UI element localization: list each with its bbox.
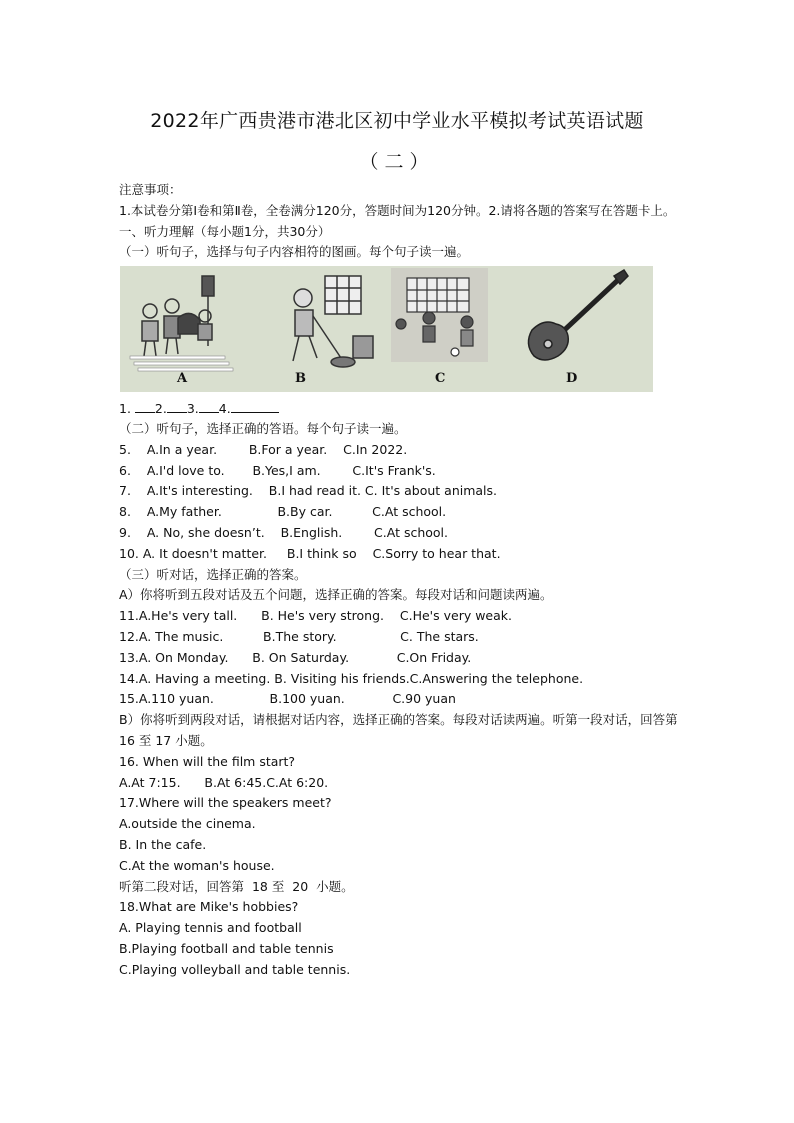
question-18-option-c: C.Playing volleyball and table tennis. xyxy=(119,961,351,977)
page-subtitle: （二） xyxy=(359,151,435,173)
answer-num-1: 1. xyxy=(119,401,131,417)
answer-blank-1[interactable] xyxy=(135,398,155,413)
picture-c xyxy=(389,266,490,392)
question-16: 16. When will the film start? xyxy=(119,753,296,769)
answer-num-4: 4. xyxy=(218,401,231,417)
answer-blanks xyxy=(119,398,679,419)
part3a-instruction: A）你将听到五段对话及五个问题，选择正确的答案。每段对话和问题读两遍。 xyxy=(119,587,553,603)
question-15: 15.A.110 yuan. B.100 yuan. C.90 yuan xyxy=(119,691,456,707)
picture-label-a: A xyxy=(177,371,188,387)
question-16-options: A.At 7:15. B.At 6:45.C.At 6:20. xyxy=(119,774,329,790)
page-title: 2022年广西贵港市港北区初中学业水平模拟考试英语试题 xyxy=(150,110,644,132)
picture-label-b: B xyxy=(295,371,306,387)
question-13: 13.A. On Monday. B. On Saturday. C.On Friday. xyxy=(119,649,472,665)
part1-instruction: （一）听句子，选择与句子内容相符的图画。每个句子读一遍。 xyxy=(119,244,470,260)
notice-heading: 注意事项： xyxy=(119,182,182,197)
question-7: 7. A.It's interesting. B.I had read it. C. It's about animals. xyxy=(119,483,498,499)
picture-d xyxy=(490,266,653,392)
question-9: 9. A. No, she doesn’t. B.English. C.At school. xyxy=(119,524,448,540)
question-6: 6. A.I'd love to. B.Yes,I am. C.It's Frank's. xyxy=(119,462,436,478)
question-14: 14.A. Having a meeting. B. Visiting his friends.C.Answering the telephone. xyxy=(119,670,584,686)
question-11: 11.A.He's very tall. B. He's very strong. C.He's very weak. xyxy=(119,608,512,624)
picture-strip xyxy=(120,266,653,392)
question-18-option-a: A. Playing tennis and football xyxy=(119,920,302,936)
answer-blank-2[interactable] xyxy=(167,398,187,413)
question-10: 10. A. It doesn't matter. B.I think so C.Sorry to hear that. xyxy=(119,545,501,561)
question-12: 12.A. The music. B.The story. C. The stars. xyxy=(119,628,479,644)
answer-blank-4[interactable] xyxy=(231,398,279,413)
exam-content xyxy=(119,180,679,981)
answer-num-2: 2. xyxy=(154,401,167,417)
part3-instruction: （三）听对话，选择正确的答案。 xyxy=(119,566,307,582)
picture-label-d: D xyxy=(566,371,578,387)
question-18: 18.What are Mike's hobbies? xyxy=(119,899,299,915)
picture-label-c: C xyxy=(435,371,446,387)
question-17: 17.Where will the speakers meet? xyxy=(119,795,332,811)
question-17-option-b: B. In the cafe. xyxy=(119,836,207,852)
question-17-option-c: C.At the woman's house. xyxy=(119,857,275,873)
part3b-instruction: B）你将听到两段对话，请根据对话内容，选择正确的答案。每段对话读两遍。听第一段对话，回答第 16 至 17 小题。 xyxy=(119,712,678,748)
notice-text: 1.本试卷分第Ⅰ卷和第Ⅱ卷，全卷满分120分，答题时间为120分钟。2.请将各题的答案写在答题卡上。 xyxy=(119,202,676,218)
picture-b xyxy=(253,266,389,392)
answer-blank-3[interactable] xyxy=(199,398,219,413)
question-17-option-a: A.outside the cinema. xyxy=(119,816,256,832)
question-18-option-b: B.Playing football and table tennis xyxy=(119,940,334,956)
question-5: 5. A.In a year. B.For a year. C.In 2022. xyxy=(119,441,408,457)
mopping-illustration xyxy=(253,266,389,392)
section-heading: 一、听力理解（每小题1分，共30分） xyxy=(119,223,331,239)
second-dialogue-instruction: 听第二段对话，回答第 18 至 20 小题。 xyxy=(119,878,354,894)
answer-num-3: 3. xyxy=(186,401,199,417)
part2-instruction: （二）听句子，选择正确的答语。每个句子读一遍。 xyxy=(119,420,407,436)
picture-a xyxy=(120,266,253,392)
question-8: 8. A.My father. B.By car. C.At school. xyxy=(119,504,447,520)
